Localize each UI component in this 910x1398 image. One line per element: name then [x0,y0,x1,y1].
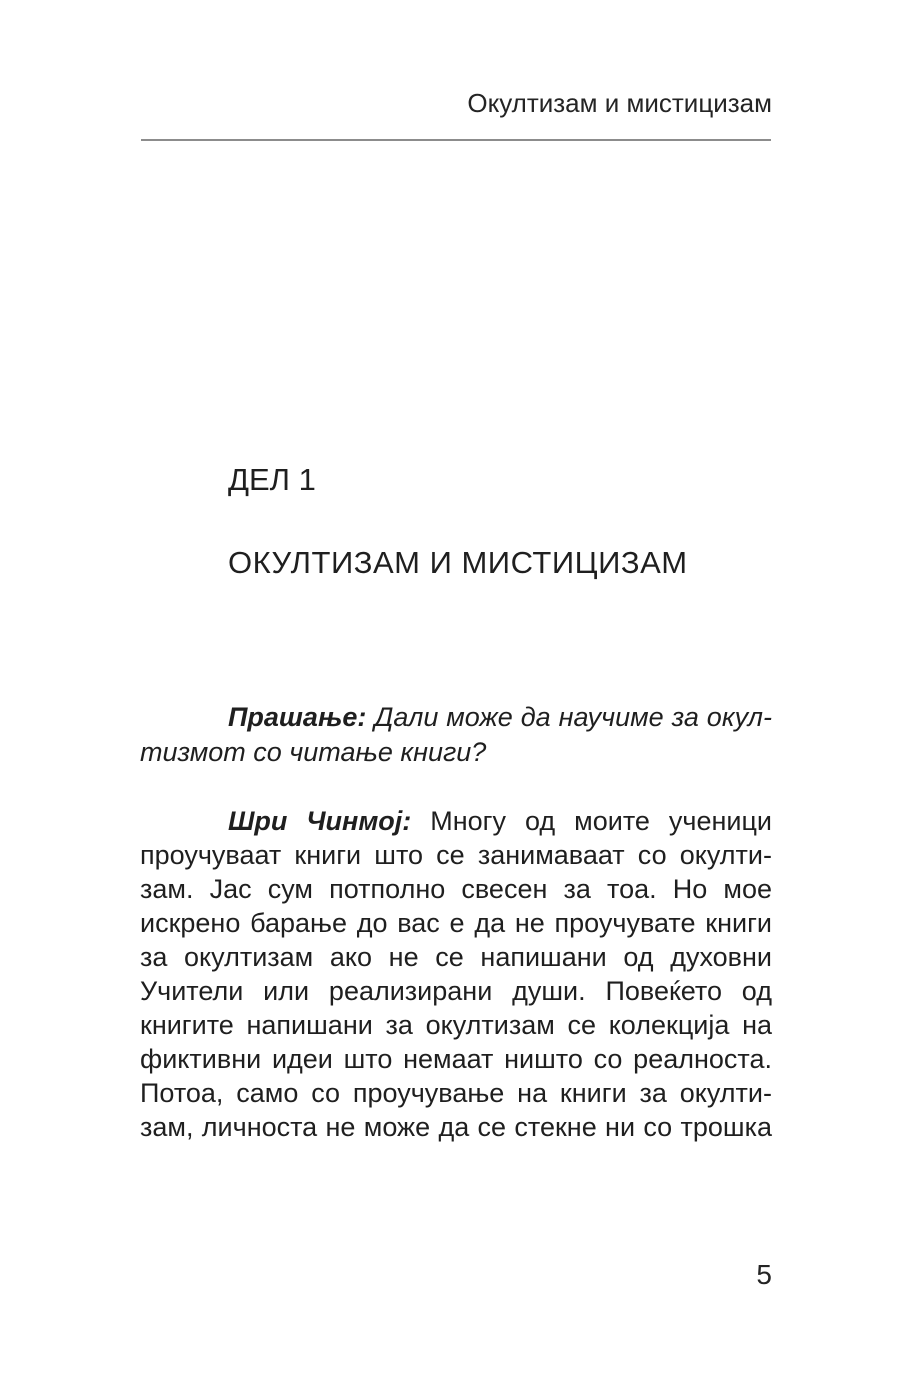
answer-paragraph [140,804,772,1144]
text-line: фиктивни идеи што немаат ништо со реалноста. [140,1044,772,1074]
text-line: Шри Чинмој: Многу од моите ученици [228,806,773,836]
text-line: зам, личноста не може да се стекне ни со трошка [140,1112,772,1142]
text-line: искрено барање до вас е да не проучувате книги [140,908,772,938]
question-paragraph [140,700,772,770]
running-head: Окултизам и мистицизам [467,88,772,118]
text-line: зам. Јас сум потполно свесен за тоа. Но мое [140,874,772,904]
header-rule-divider [141,139,771,141]
part-label: ДЕЛ 1 [228,462,316,497]
paragraph-lead: Прашање: [228,702,367,732]
text-line: Потоа, само со проучување на книги за окулти- [140,1078,772,1108]
text-line: Прашање: Дали може да научиме за окул- [228,702,772,732]
text-line: проучуваат книги што се занимаваат со окулти- [140,840,772,870]
page-number: 5 [756,1259,772,1290]
section-title: ОКУЛТИЗАМ И МИСТИЦИЗАМ [228,545,688,580]
text-line: тизмот со читање книги? [140,737,487,767]
text-line: книгите напишани за окултизам се колекција на [140,1010,772,1040]
paragraph-lead: Шри Чинмој: [228,806,412,836]
text-line: Учители или реализирани души. Повеќето од [140,976,772,1006]
text-line: за окултизам ако не се напишани од духовни [140,942,772,972]
